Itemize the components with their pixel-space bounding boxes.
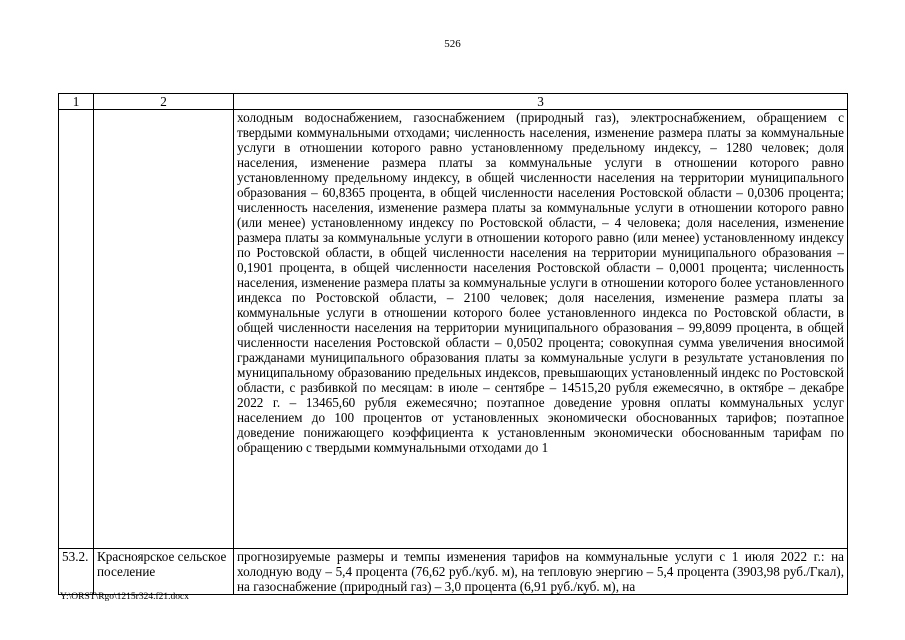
header-col-1: 1 [59,94,94,110]
table-row [59,110,848,549]
row-name: Красноярское сельское поселение [94,549,234,595]
row-text: холодным водоснабжением, газоснабжением (природный газ), электроснабжением, обращением с твердыми коммунальными отходами; численность населения, изменение размера платы за коммунальные услуги в отношении которого равно установленному предельному индексу, – 1280 человек; доля населения, изменение размера платы за коммунальные услуги в отношении которого равно установленному предельному индексу, в общей численности населения на территории муниципального образования – 60,8365 процента, в общей численности населения Ростовской области – 0,0306 процента; численность населения, изменение размера платы за коммунальные услуги в отношении которого равно (или менее) установленному индексу по Ростовской области, – 4 человека; доля населения, изменение размера платы за коммунальные услуги в отношении которого равно (или менее) установленному индексу по Ростовской области, в общей численности населения на территории муниципального образования – 0,1901 процента, в общей численности населения Ростовской области – 0,0001 процента; численность населения, изменение размера платы за коммунальные услуги в отношении которого более установленного индекса по Ростовской области, – 2100 человек; доля населения, изменение размера платы за коммунальные услуги в отношении которого более установленного индекса по Ростовской области, в общей численности населения на территории муниципального образования – 99,8099 процента, в общей численности населения Ростовской области – 0,0502 процента; совокупная сумма увеличения вносимой гражданами муниципального образования платы за коммунальные услуги в результате установления по муниципальному образованию предельных индексов, превышающих установленный индекс по Ростовской области, с разбивкой по месяцам: в июле – сентябре – 14515,20 рубля ежемесячно, в октябре – декабре 2022 г. – 13465,60 рубля ежемесячно; поэтапное доведение уровня оплаты коммунальных услуг населением до 100 процентов от установленных экономически обоснованных тарифов; поэтапное доведение понижающего коэффициента к установленным экономически обоснованным тарифам по обращению с твердыми коммунальными отходами до 1 [234,110,848,549]
file-path-footer: Y:\ORST\Rgo\1215r324.f21.docx [60,592,189,602]
row-number: 53.2. [59,549,94,595]
row-name [94,110,234,549]
header-col-3: 3 [234,94,848,110]
page-number: 526 [444,38,461,50]
table-header-row [59,94,848,110]
row-text: прогнозируемые размеры и темпы изменения тарифов на коммунальные услуги с 1 июля 2022 г.: на холодную воду – 5,4 процента (76,62 руб./куб. м), на тепловую энергию – 5,4 процента (3903,98 руб./Гкал), на газоснабжение (природный газ) – 3,0 процента (6,91 руб./куб. м), на [234,549,848,595]
table-row [59,549,848,595]
header-col-2: 2 [94,94,234,110]
row-number [59,110,94,549]
document-table [58,93,848,595]
